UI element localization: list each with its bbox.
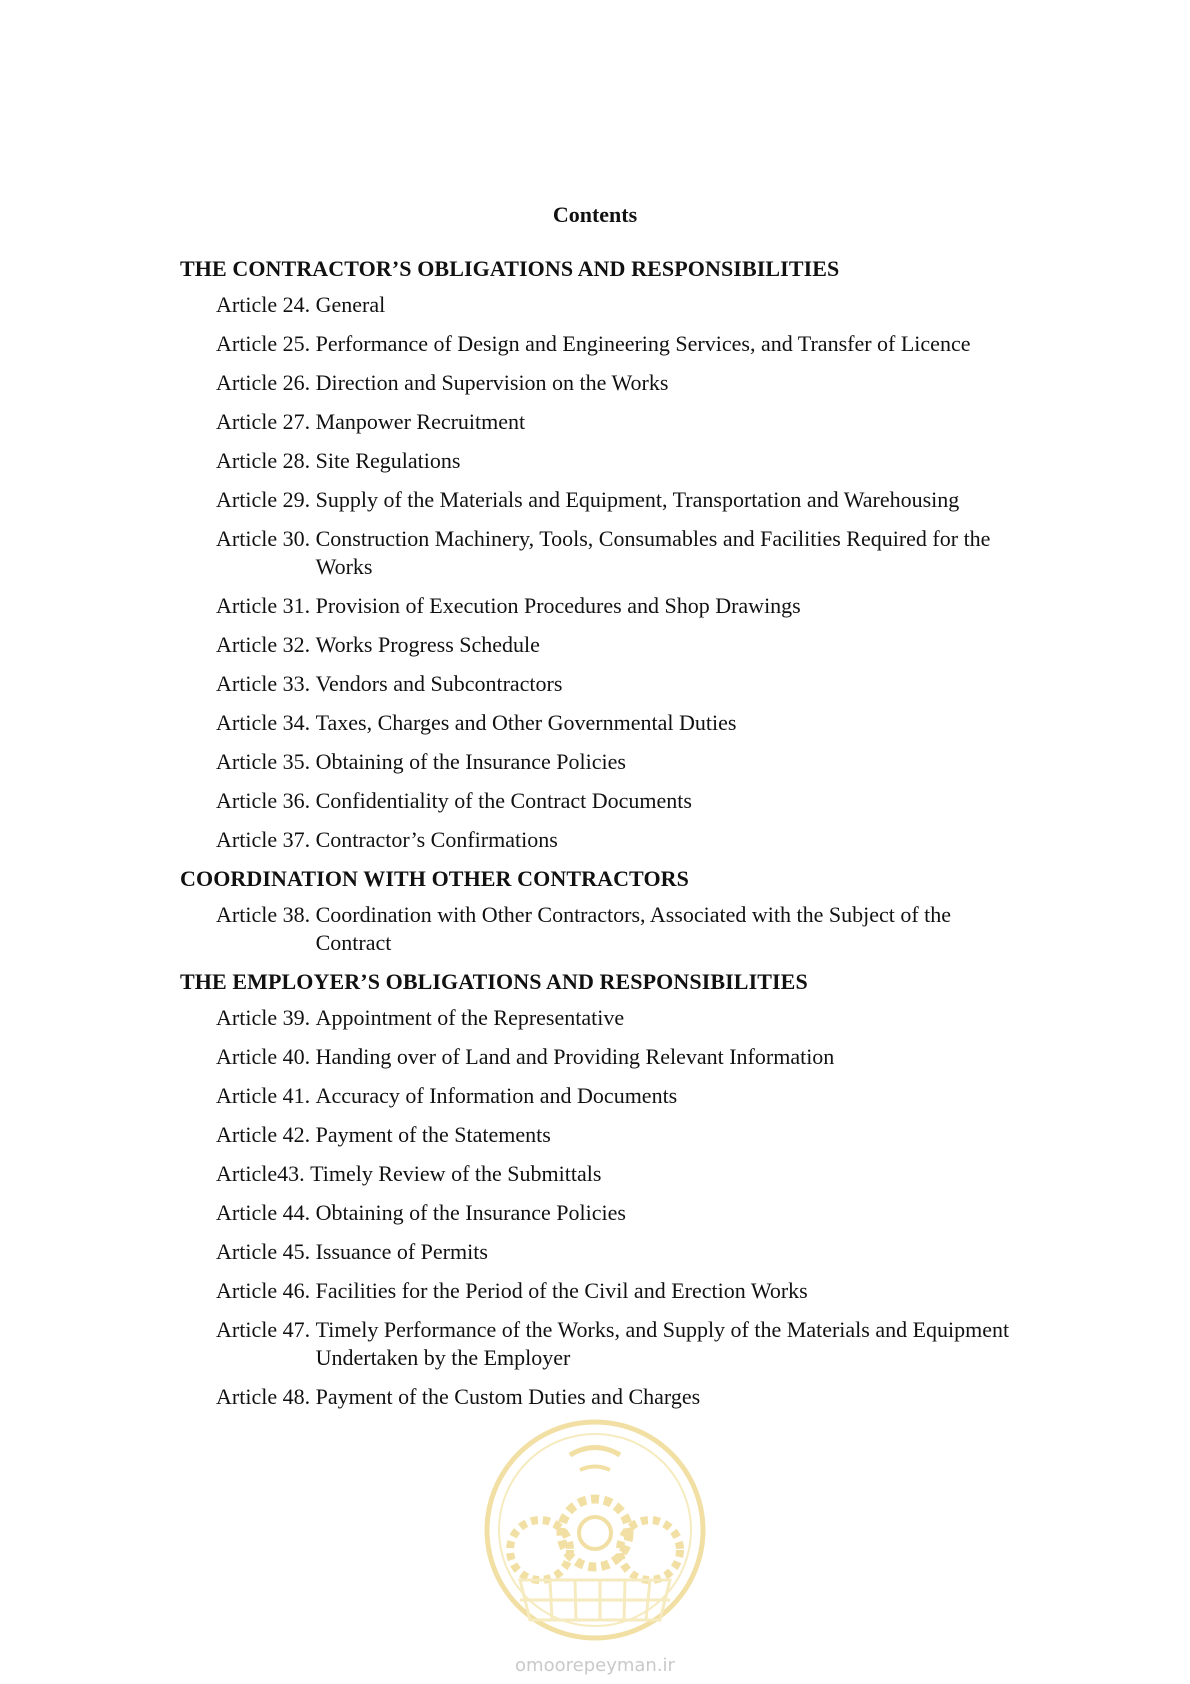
toc-article bbox=[216, 1121, 1020, 1149]
article-title: Appointment of the Representative bbox=[315, 1005, 625, 1030]
article-title: Contractor’s Confirmations bbox=[315, 827, 558, 852]
article-title: Timely Review of the Submittals bbox=[310, 1161, 602, 1186]
article-title: Facilities for the Period of the Civil and Erection Works bbox=[315, 1278, 808, 1303]
article-number: Article 41. bbox=[216, 1083, 316, 1108]
toc-article bbox=[216, 1082, 1020, 1110]
article-number: Article 29. bbox=[216, 487, 316, 512]
toc-article bbox=[216, 787, 1020, 815]
toc-article bbox=[216, 486, 1020, 514]
article-title: Taxes, Charges and Other Governmental Duties bbox=[315, 710, 737, 735]
toc-article bbox=[216, 1043, 1020, 1071]
article-number: Article 35. bbox=[216, 749, 316, 774]
article-title: Obtaining of the Insurance Policies bbox=[315, 1200, 626, 1225]
article-number: Article 48. bbox=[216, 1384, 316, 1409]
toc-article bbox=[216, 291, 1020, 319]
section-heading: COORDINATION WITH OTHER CONTRACTORS bbox=[180, 866, 689, 891]
article-number: Article 27. bbox=[216, 409, 316, 434]
article-title: Confidentiality of the Contract Documents bbox=[315, 788, 692, 813]
article-number: Article 45. bbox=[216, 1239, 316, 1264]
article-number: Article 34. bbox=[216, 710, 316, 735]
article-number: Article 36. bbox=[216, 788, 316, 813]
article-number: Article 40. bbox=[216, 1044, 316, 1069]
article-title: Issuance of Permits bbox=[315, 1239, 488, 1264]
toc-article bbox=[216, 709, 1020, 737]
article-number: Article 39. bbox=[216, 1005, 316, 1030]
toc-article bbox=[216, 1004, 1020, 1032]
toc-article bbox=[216, 1238, 1020, 1266]
article-number: Article 26. bbox=[216, 370, 316, 395]
article-title: Manpower Recruitment bbox=[315, 409, 526, 434]
article-number: Article 31. bbox=[216, 593, 316, 618]
article-title: Site Regulations bbox=[315, 448, 461, 473]
logo-seal-icon bbox=[480, 1415, 710, 1645]
article-number: Article 24. bbox=[216, 292, 316, 317]
toc-article bbox=[216, 330, 1020, 358]
toc-article bbox=[216, 1160, 1020, 1188]
article-title: Payment of the Custom Duties and Charges bbox=[315, 1384, 701, 1409]
toc-article bbox=[216, 748, 1020, 776]
article-title: Supply of the Materials and Equipment, Transportation and Warehousing bbox=[315, 487, 960, 512]
article-title: Payment of the Statements bbox=[315, 1122, 551, 1147]
toc-article bbox=[216, 592, 1020, 620]
article-title: Works Progress Schedule bbox=[315, 632, 540, 657]
article-number: Article 25. bbox=[216, 331, 316, 356]
article-title: Handing over of Land and Providing Relevant Information bbox=[315, 1044, 835, 1069]
article-number: Article 47. bbox=[216, 1317, 316, 1342]
toc-article bbox=[216, 901, 1020, 957]
article-number: Article 32. bbox=[216, 632, 316, 657]
toc-article bbox=[216, 525, 1020, 581]
article-title: General bbox=[315, 292, 386, 317]
toc-article bbox=[216, 631, 1020, 659]
article-number: Article 38. bbox=[216, 902, 316, 927]
section-heading: THE CONTRACTOR’S OBLIGATIONS AND RESPONSIBILITIES bbox=[180, 256, 840, 281]
article-title: Obtaining of the Insurance Policies bbox=[315, 749, 626, 774]
toc-article bbox=[216, 447, 1020, 475]
page-title: Contents bbox=[552, 202, 638, 227]
article-title: Performance of Design and Engineering Services, and Transfer of Licence bbox=[315, 331, 971, 356]
article-number: Article 46. bbox=[216, 1278, 316, 1303]
article-number: Article 28. bbox=[216, 448, 316, 473]
article-title: Vendors and Subcontractors bbox=[315, 671, 563, 696]
table-of-contents bbox=[180, 255, 1020, 1422]
toc-article bbox=[216, 1316, 1020, 1372]
toc-article bbox=[216, 1277, 1020, 1305]
article-title: Timely Performance of the Works, and Supply of the Materials and Equipment Undertaken by the Employer bbox=[315, 1317, 1010, 1370]
article-title: Coordination with Other Contractors, Associated with the Subject of the Contract bbox=[315, 902, 952, 955]
article-title: Construction Machinery, Tools, Consumables and Facilities Required for the Works bbox=[315, 526, 991, 579]
article-number: Article 33. bbox=[216, 671, 316, 696]
article-number: Article 42. bbox=[216, 1122, 316, 1147]
article-number: Article 44. bbox=[216, 1200, 316, 1225]
toc-article bbox=[216, 1199, 1020, 1227]
article-title: Provision of Execution Procedures and Shop Drawings bbox=[315, 593, 801, 618]
toc-article bbox=[216, 369, 1020, 397]
article-title: Accuracy of Information and Documents bbox=[315, 1083, 678, 1108]
section-heading: THE EMPLOYER’S OBLIGATIONS AND RESPONSIBILITIES bbox=[180, 969, 808, 994]
toc-article bbox=[216, 670, 1020, 698]
article-title: Direction and Supervision on the Works bbox=[315, 370, 669, 395]
article-number: Article 37. bbox=[216, 827, 316, 852]
watermark-text: omoorepeyman.ir bbox=[515, 1655, 675, 1676]
toc-article bbox=[216, 408, 1020, 436]
article-number: Article43. bbox=[216, 1161, 311, 1186]
toc-article bbox=[216, 826, 1020, 854]
article-number: Article 30. bbox=[216, 526, 316, 551]
toc-article bbox=[216, 1383, 1020, 1411]
